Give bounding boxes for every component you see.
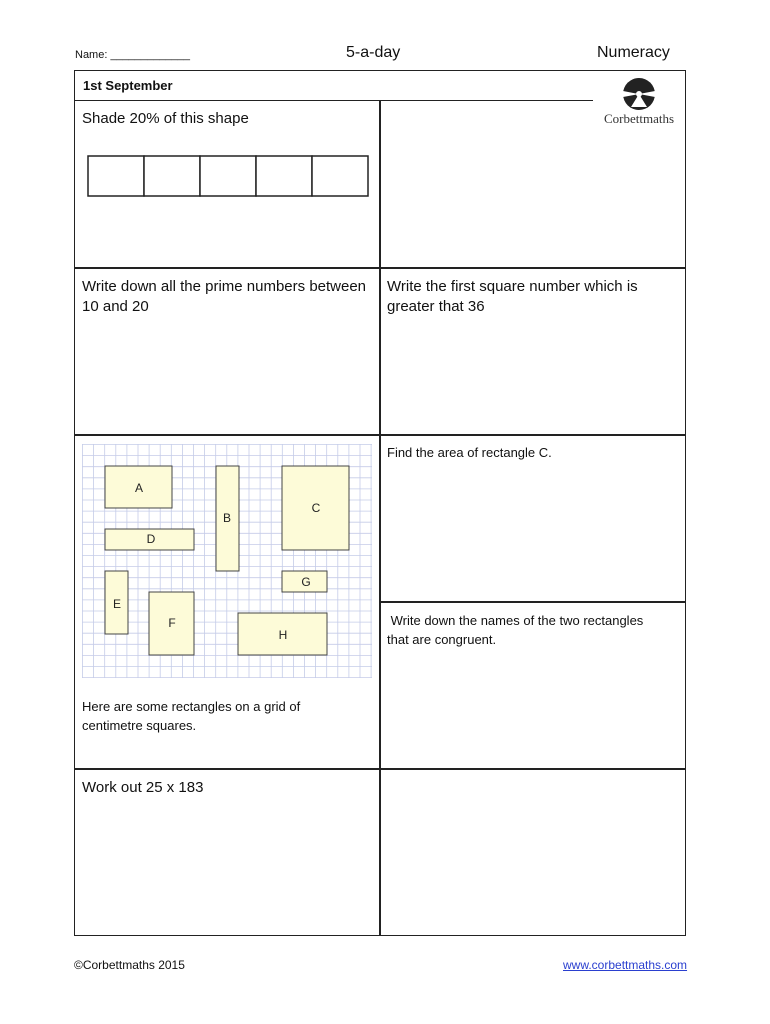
- rectangle-a-label: A: [134, 481, 144, 495]
- rectangle-c-label: C: [311, 501, 321, 515]
- name-field-label: Name: _____________: [75, 49, 190, 61]
- row-divider: [75, 768, 685, 770]
- corbettmaths-logo: [593, 77, 685, 125]
- date-row: [75, 71, 593, 101]
- question-congruent-rectangles: Write down the names of the two rectangles that are congruent.: [387, 613, 647, 647]
- rectangle-grid-caption: Here are some rectangles on a grid of centimetre squares.: [82, 699, 301, 733]
- row-divider: [75, 267, 685, 269]
- corbettmaths-logo-icon: [593, 77, 685, 111]
- question-shade-shape: Shade 20% of this shape: [82, 110, 249, 127]
- shape-strip: [87, 155, 371, 199]
- rectangle-a: [105, 466, 172, 508]
- rectangle-f-label: F: [168, 616, 176, 630]
- footer-website-link[interactable]: www.corbettmaths.com: [563, 958, 688, 972]
- rectangle-e: [105, 571, 128, 634]
- rectangle-f: [149, 592, 194, 655]
- rectangle-c: [282, 466, 349, 550]
- rectangle-g-label: G: [301, 575, 311, 589]
- shape-strip-part[interactable]: [88, 156, 144, 196]
- rectangle-b-label: B: [222, 511, 232, 525]
- shape-strip-part[interactable]: [312, 156, 368, 196]
- shape-strip-part[interactable]: [256, 156, 312, 196]
- rectangle-g: [282, 571, 327, 592]
- rectangle-e-label: E: [112, 597, 122, 611]
- worksheet-title: 5-a-day: [346, 44, 401, 61]
- shape-strip-part[interactable]: [200, 156, 256, 196]
- shape-strip-part[interactable]: [144, 156, 200, 196]
- subject-label: Numeracy: [597, 44, 670, 61]
- rectangle-d: [105, 529, 194, 550]
- rectangle-b: [216, 466, 239, 571]
- worksheet-date: 1st September: [83, 78, 173, 93]
- rectangle-grid-figure: [82, 444, 374, 680]
- rectangle-d-label: D: [146, 532, 156, 546]
- footer-copyright: ©Corbettmaths 2015: [74, 958, 185, 972]
- column-divider: [379, 101, 381, 935]
- rectangle-h-label: H: [278, 628, 288, 642]
- question-prime-numbers: Write down all the prime numbers between 10 and 20: [82, 278, 367, 315]
- question-square-number: Write the first square number which is greater that 36: [387, 278, 638, 315]
- rectangle-h: [238, 613, 327, 655]
- question-area-rectangle-c: Find the area of rectangle C.: [387, 445, 552, 460]
- row-divider: [75, 434, 685, 436]
- row-divider: [380, 601, 685, 603]
- question-multiplication: Work out 25 x 183: [82, 779, 204, 796]
- corbettmaths-logo-text: Corbettmaths: [603, 111, 675, 126]
- worksheet-grid: [74, 70, 686, 936]
